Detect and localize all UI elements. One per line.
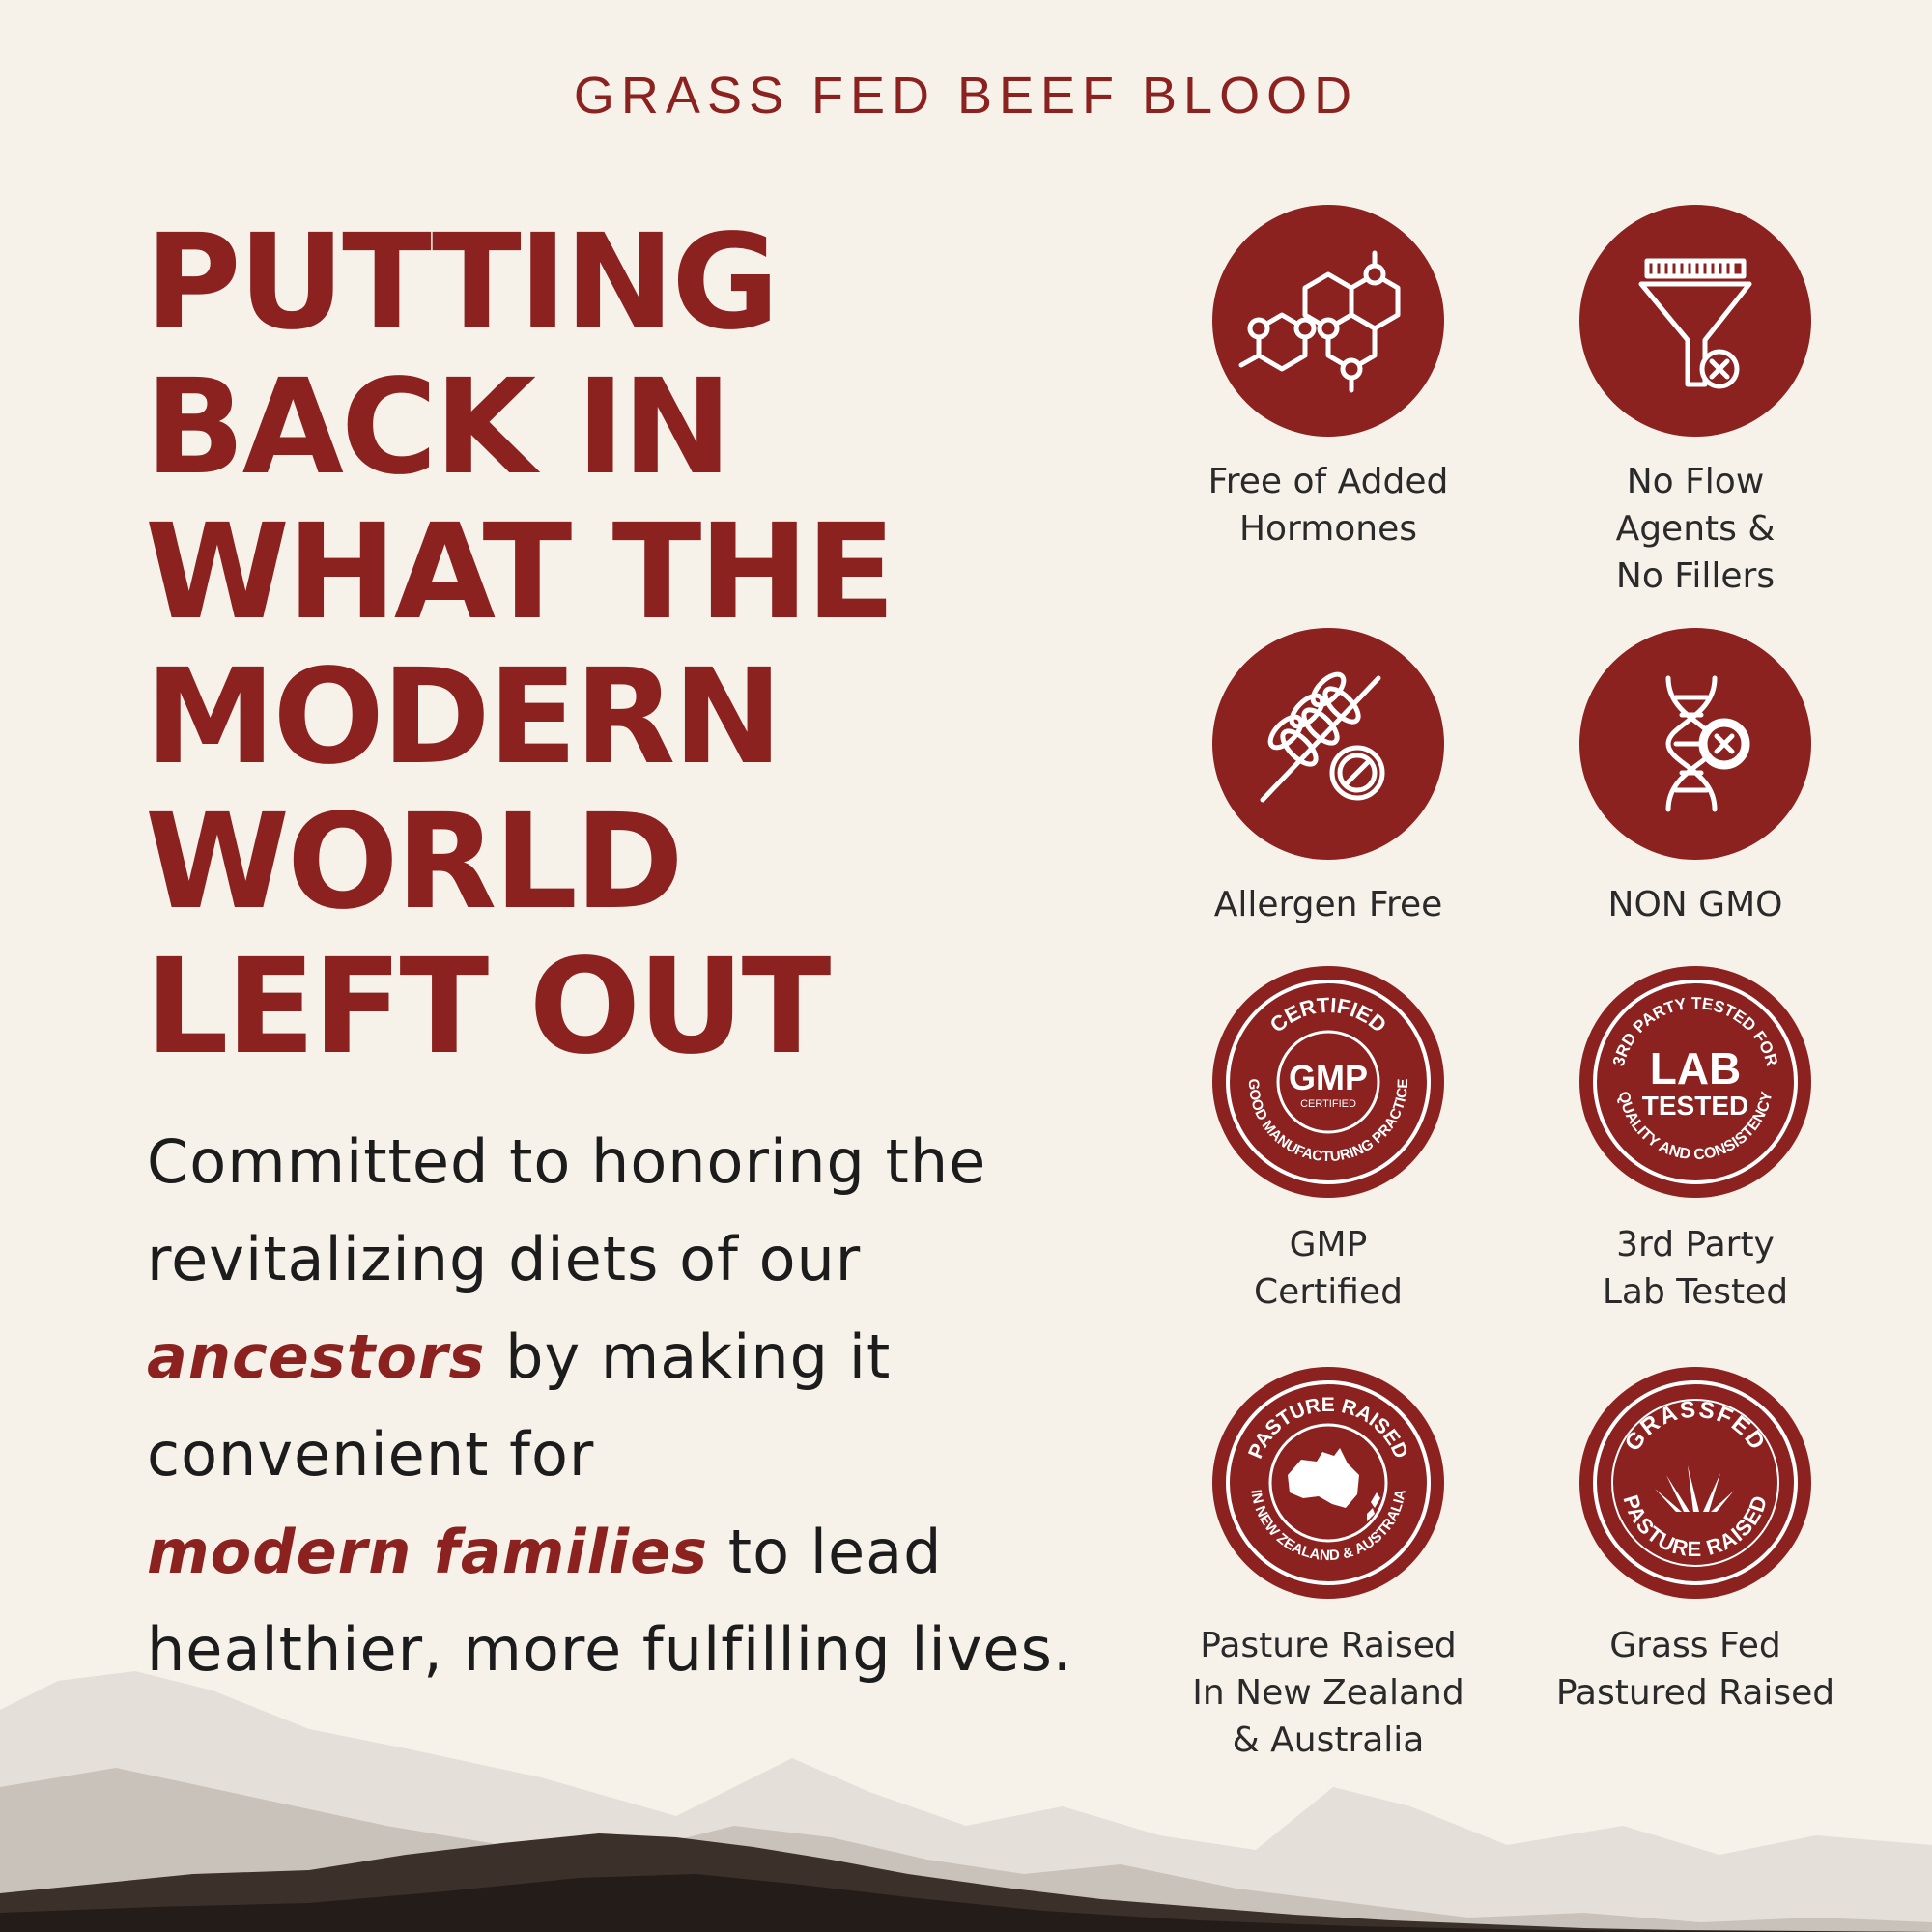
seal-center-sub: CERTIFIED [1300, 1098, 1356, 1110]
seal-top-text: PASTURE RAISED [1244, 1393, 1412, 1463]
feature-label: Grass Fed Pastured Raised [1555, 1626, 1835, 1713]
feature-label: NON GMO [1607, 885, 1783, 924]
dna-crossed-icon [1579, 628, 1811, 860]
wheat-crossed-icon [1212, 628, 1444, 860]
headline-line: PUTTING [145, 207, 777, 359]
seal-top-text: GRASSFED [1619, 1396, 1772, 1457]
gmp-seal-icon [1212, 966, 1444, 1198]
headline-line: BACK IN [145, 352, 729, 504]
seal-bottom-text: QUALITY AND CONSISTENCY [1614, 1090, 1776, 1164]
grassfed-seal-icon [1579, 1367, 1811, 1599]
seal-bottom-text: GOOD MANUFACTURING PRACTICE [1244, 1078, 1412, 1166]
mountain-landscape [0, 1584, 1932, 1932]
feature-label: Free of Added Hormones [1208, 462, 1449, 549]
eyebrow-title: GRASS FED BEEF BLOOD [573, 67, 1359, 125]
svg-text:GRASSFED [1620, 1397, 1772, 1457]
body-highlight: ancestors [147, 1321, 486, 1392]
feature-label: GMP Certified [1254, 1225, 1403, 1312]
australia-map-icon [1288, 1448, 1359, 1508]
headline-line: LEFT OUT [145, 931, 829, 1084]
pasture-raised-seal-icon [1212, 1367, 1444, 1599]
feature-label: Pasture Raised In New Zealand & Australia [1192, 1626, 1464, 1760]
seal-bottom-text: IN NEW ZEALAND & AUSTRALIA [1247, 1488, 1409, 1565]
svg-text:PASTURE RAISED [1244, 1394, 1412, 1462]
feature-label: No Flow Agents & No Fillers [1615, 462, 1776, 596]
grass-icon [1655, 1465, 1734, 1512]
feature-label: 3rd Party Lab Tested [1602, 1225, 1789, 1312]
body-highlight: modern families [147, 1517, 709, 1587]
headline-line: MODERN [145, 641, 781, 794]
molecule-icon [1212, 205, 1444, 437]
body-text: Committed to honoring the revitalizing diets of our [147, 1126, 987, 1294]
funnel-no-fillers-icon [1579, 205, 1811, 437]
seal-center-text: LAB [1649, 1043, 1742, 1094]
seal-center-text: GMP [1288, 1058, 1369, 1097]
seal-bottom-text: PASTURE RAISED [1618, 1492, 1773, 1562]
body-text: by making it convenient for [147, 1321, 892, 1490]
body-text: to lead healthier, more fulfilling lives. [147, 1517, 1073, 1685]
feature-label: Allergen Free [1213, 885, 1443, 924]
lab-tested-seal-icon [1579, 966, 1811, 1198]
seal-center-sub: TESTED [1641, 1091, 1749, 1121]
headline-line: WHAT THE [145, 497, 894, 649]
seal-top-text: CERTIFIED [1264, 992, 1392, 1037]
headline [145, 207, 976, 1084]
seal-top-text: 3RD PARTY TESTED FOR [1608, 993, 1782, 1068]
headline-line: WORLD [145, 786, 681, 939]
